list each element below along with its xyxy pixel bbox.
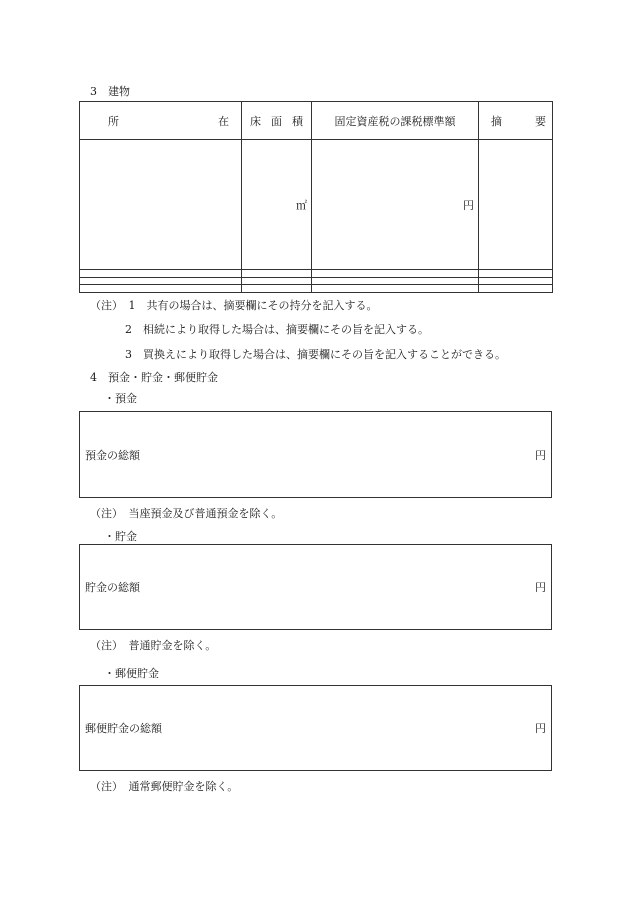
section3-heading: 3 建物: [90, 85, 130, 98]
cell-location[interactable]: [80, 270, 242, 278]
deposit-note: （注） 当座預金及び普通預金を除く。: [90, 507, 283, 520]
savings-unit: 円: [535, 581, 546, 594]
postal-subheading: ・郵便貯金: [104, 667, 159, 680]
cell-location[interactable]: [80, 285, 242, 293]
cell-remarks[interactable]: [479, 277, 553, 285]
cell-remarks[interactable]: [479, 140, 553, 270]
postal-total-label: 郵便貯金の総額: [85, 722, 162, 735]
cell-assessment[interactable]: [312, 277, 479, 285]
cell-area[interactable]: [242, 277, 312, 285]
header-location: 所 在: [80, 102, 242, 140]
postal-note: （注） 通常郵便貯金を除く。: [90, 780, 239, 793]
building-table: [79, 101, 553, 293]
note-1: （注） 1 共有の場合は、摘要欄にその持分を記入する。: [90, 299, 378, 312]
section4-heading: 4 預金・貯金・郵便貯金: [90, 371, 218, 384]
table-row: [80, 285, 553, 293]
savings-box[interactable]: [79, 544, 552, 630]
deposit-unit: 円: [535, 448, 546, 462]
deposit-box[interactable]: [79, 411, 552, 498]
cell-assessment[interactable]: [312, 270, 479, 278]
cell-remarks[interactable]: [479, 285, 553, 293]
table-header-row: [80, 102, 553, 140]
postal-box[interactable]: [79, 685, 552, 771]
postal-unit: 円: [535, 722, 546, 735]
savings-note: （注） 普通貯金を除く。: [90, 639, 217, 652]
note-3: 3 買換えにより取得した場合は、摘要欄にその旨を記入することができる。: [125, 348, 506, 361]
savings-subheading: ・貯金: [104, 530, 137, 543]
cell-remarks[interactable]: [479, 270, 553, 278]
cell-area[interactable]: [242, 285, 312, 293]
deposit-total-label: 預金の総額: [85, 448, 140, 462]
deposit-subheading: ・預金: [104, 392, 137, 405]
table-row: [80, 277, 553, 285]
cell-assessment[interactable]: [312, 285, 479, 293]
note-2: 2 相続により取得した場合は、摘要欄にその旨を記入する。: [125, 323, 429, 336]
header-remarks: 摘 要: [479, 102, 553, 140]
cell-area[interactable]: [242, 270, 312, 278]
header-floor-area: 床 面 積: [242, 102, 312, 140]
cell-assessment[interactable]: 円: [312, 140, 479, 270]
cell-area[interactable]: ㎡: [242, 140, 312, 270]
cell-location[interactable]: [80, 277, 242, 285]
table-row: [80, 270, 553, 278]
header-assessment: 固定資産税の課税標準額: [312, 102, 479, 140]
cell-location[interactable]: [80, 140, 242, 270]
savings-total-label: 貯金の総額: [85, 581, 140, 594]
table-row: [80, 140, 553, 270]
